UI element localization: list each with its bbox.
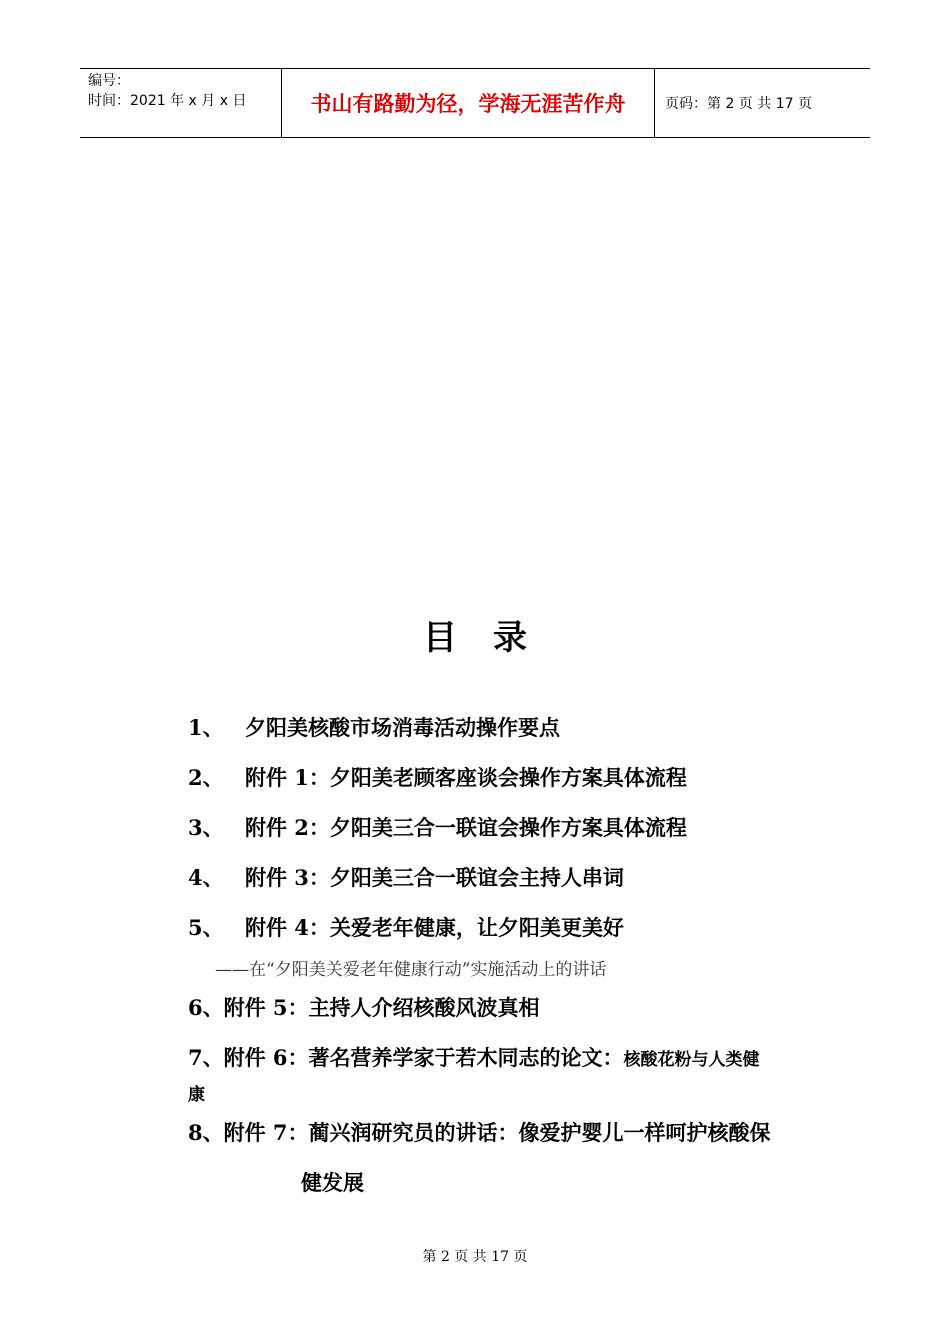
toc-item-text: 附件 2：夕阳美三合一联谊会操作方案具体流程 [245, 815, 687, 840]
toc-item [188, 1042, 760, 1072]
toc-item-subtitle: ——在“夕阳美关爱老年健康行动”实施活动上的讲话 [215, 960, 607, 980]
toc-item [188, 762, 687, 792]
page-footer: 第 2 页 共 17 页 [422, 1249, 528, 1265]
serial-label: 编号： [88, 73, 130, 89]
page-header [80, 68, 870, 138]
toc-item-text: 附件 1：夕阳美老顾客座谈会操作方案具体流程 [245, 765, 687, 790]
toc-item-number: 5、 [188, 915, 224, 940]
toc-item-continuation: 康 [188, 1085, 205, 1105]
toc-item-text-tail: 核酸花粉与人类健 [623, 1050, 760, 1070]
page-title: 目录 [423, 618, 563, 658]
toc-item-continuation: 健发展 [301, 1170, 364, 1195]
toc-item [188, 812, 687, 842]
toc-item-number: 1、 [188, 715, 224, 740]
toc-item [188, 992, 540, 1022]
toc-item-number: 2、 [188, 765, 224, 790]
header-meta [80, 69, 282, 137]
toc-item-text: 8、附件 7：蔺兴润研究员的讲话：像爱护婴儿一样呵护核酸保 [188, 1120, 771, 1145]
toc-item-text: 7、附件 6：著名营养学家于若木同志的论文： [188, 1045, 624, 1070]
header-motto: 书山有路勤为径，学海无涯苦作舟 [282, 69, 655, 137]
toc-item-number: 3、 [188, 815, 224, 840]
toc-item-text: 夕阳美核酸市场消毒活动操作要点 [245, 715, 560, 740]
header-page-info: 页码：第 2 页 共 17 页 [665, 96, 812, 112]
toc-item-text: 6、附件 5：主持人介绍核酸风波真相 [188, 995, 540, 1020]
toc-item [188, 862, 624, 892]
time-label: 时间：2021 年 x 月 x 日 [88, 93, 247, 109]
toc-item [188, 712, 560, 742]
toc-item-number: 4、 [188, 865, 224, 890]
toc-item-text: 附件 4：关爱老年健康，让夕阳美更美好 [245, 915, 624, 940]
toc-item [188, 912, 624, 942]
toc-item-text: 附件 3：夕阳美三合一联谊会主持人串词 [245, 865, 624, 890]
toc-item [188, 1117, 771, 1147]
